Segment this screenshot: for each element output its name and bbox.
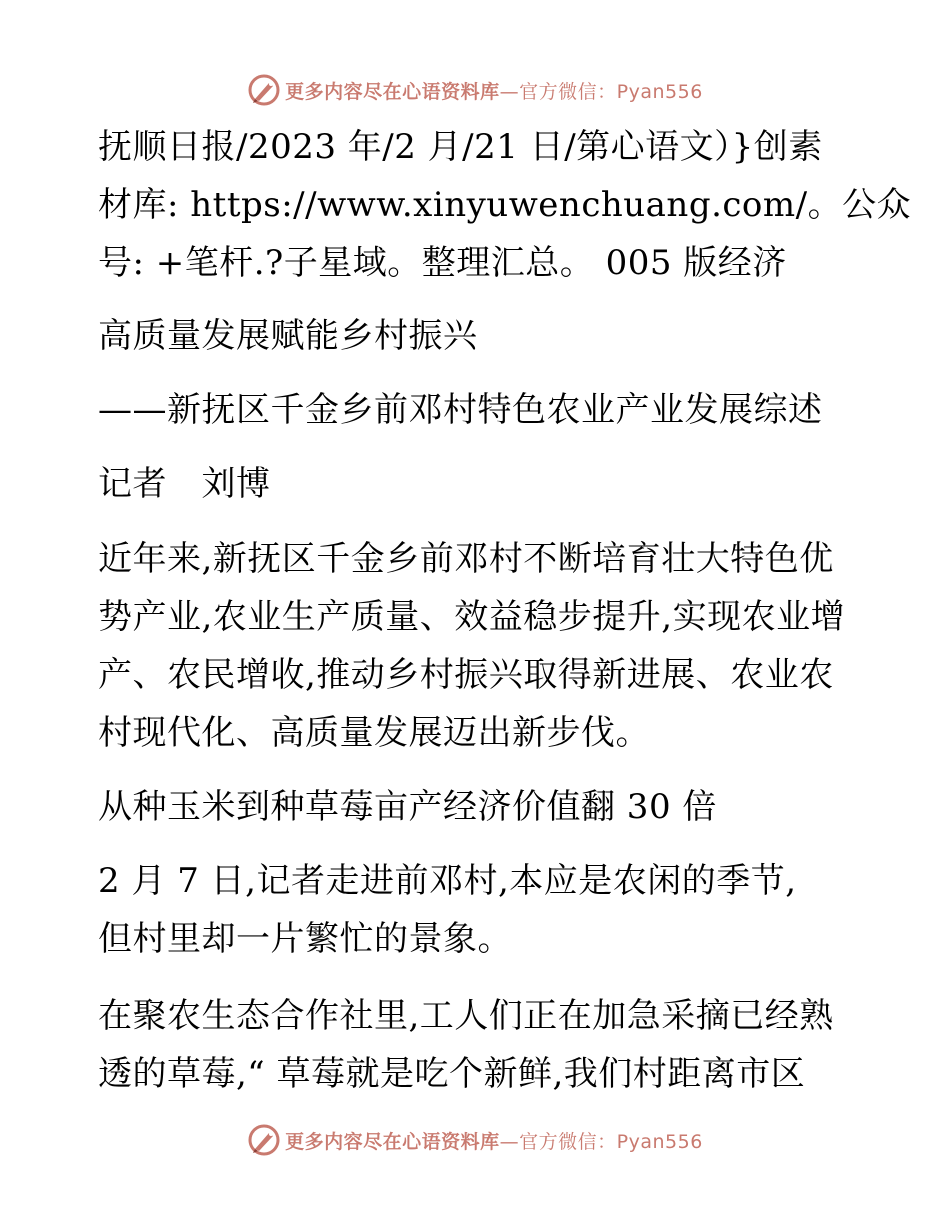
footer-watermark [0,1120,950,1160]
watermark-brand: 更多内容尽在心语资料库 [285,1130,500,1153]
intro-line-4: 村现代化、高质量发展迈出新步伐。 [98,713,650,753]
watermark-official: 官方微信：Pyan556 [519,80,703,103]
watermark-separator: — [499,1130,520,1153]
source-line-1: 抚顺日报/2023 年/2 月/21 日/第心语文）}创素 [98,127,823,167]
pen-logo-icon [247,1123,281,1157]
headline: 高质量发展赋能乡村振兴 [98,316,478,356]
watermark-official: 官方微信：Pyan556 [519,1130,703,1153]
source-line-3: 号: +笔杆.?子星域。整理汇总。 005 版经济 [98,243,787,283]
intro-line-3: 产、农民增收,推动乡村振兴取得新进展、农业农 [98,655,834,695]
pen-logo-icon [247,73,281,107]
para2-line-2: 但村里却一片繁忙的景象。 [98,919,512,959]
intro-line-2: 势产业,农业生产质量、效益稳步提升,实现农业增 [98,597,846,637]
header-watermark [0,70,950,110]
watermark-brand: 更多内容尽在心语资料库 [285,80,500,103]
subheadline: ——新抚区千金乡前邓村特色农业产业发展综述 [98,390,823,430]
watermark-separator: — [499,80,520,103]
source-line-2: 材库: https://www.xinyuwenchuang.com/。公众 [98,185,912,225]
para2-line-1: 2 月 7 日,记者走进前邓村,本应是农闲的季节, [98,861,797,901]
section-title: 从种玉米到种草莓亩产经济价值翻 30 倍 [98,787,717,827]
byline: 记者 刘博 [98,464,271,504]
intro-line-1: 近年来,新抚区千金乡前邓村不断培育壮大特色优 [98,539,834,579]
para3-line-2: 透的草莓,“ 草莓就是吃个新鲜,我们村距离市区 [98,1054,806,1094]
para3-line-1: 在聚农生态合作社里,工人们正在加急采摘已经熟 [98,996,834,1036]
